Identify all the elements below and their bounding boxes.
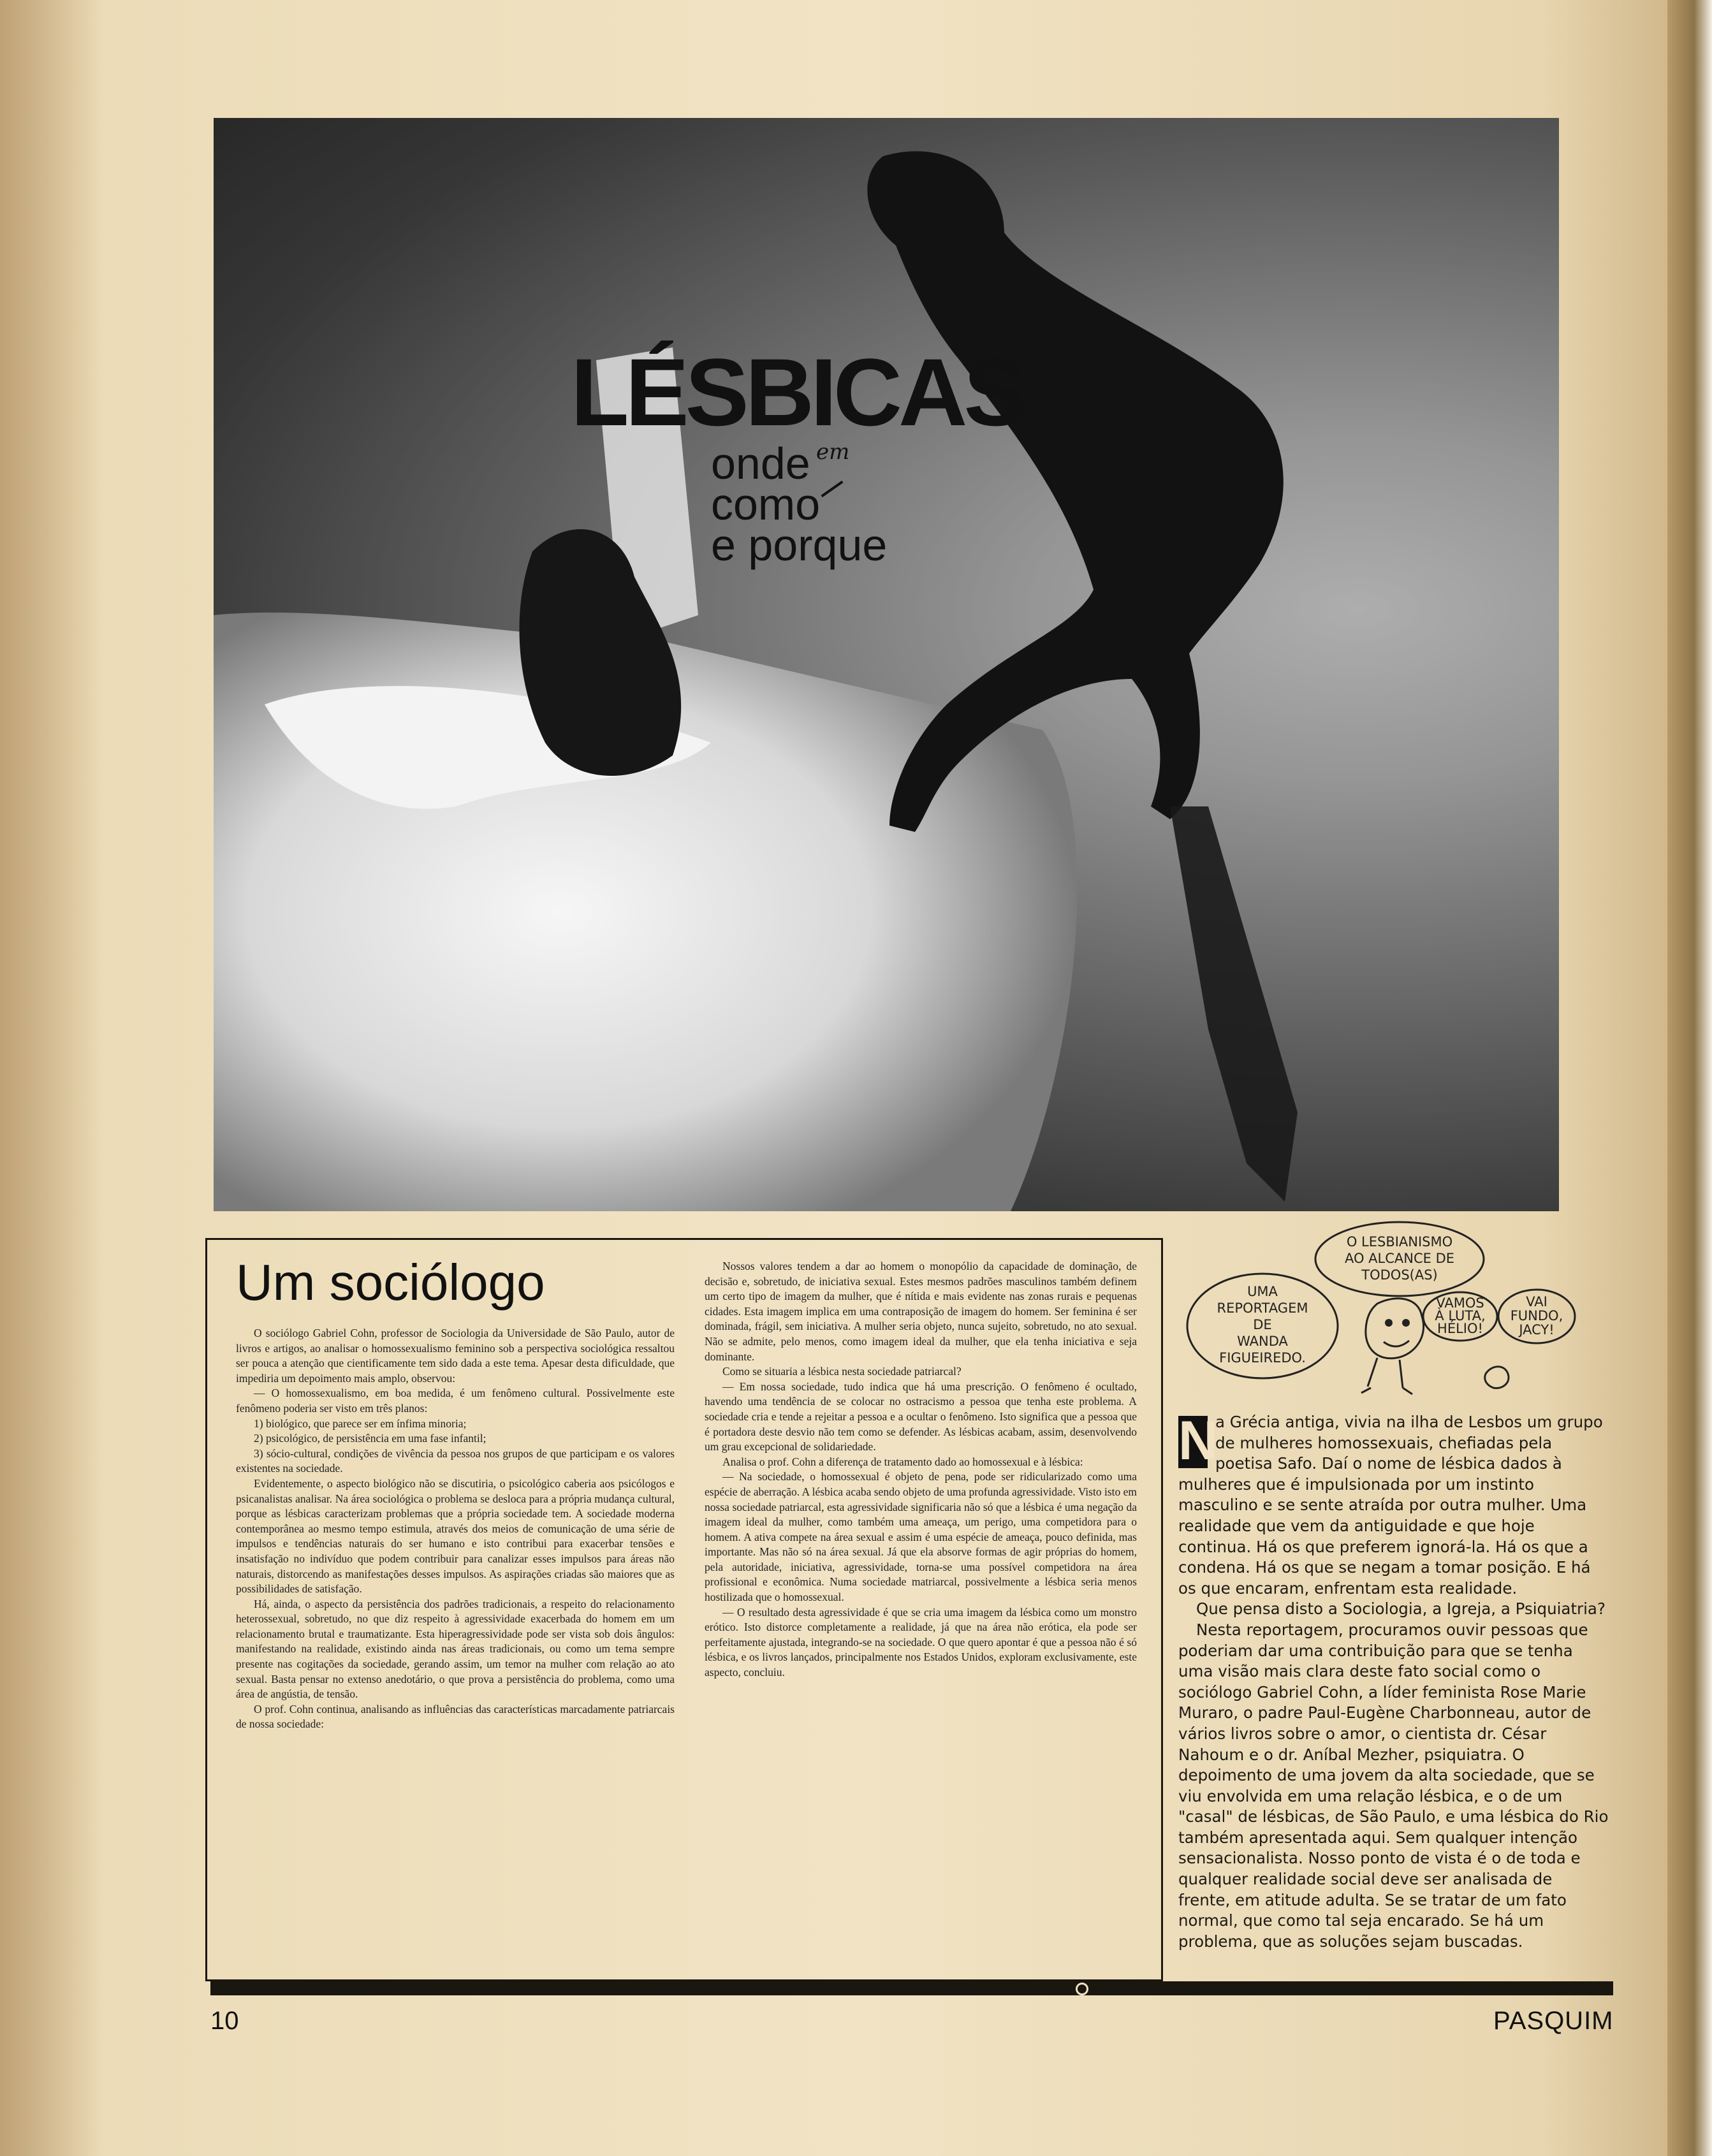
- footer-ornament: [1076, 1983, 1088, 1995]
- paragraph: O prof. Cohn continua, analisando as influências das características marcadamente patriarcais de nossa sociedade:: [236, 1702, 675, 1731]
- cartoon-text: FIGUEIREDO.: [1219, 1350, 1306, 1366]
- paragraph: Como se situaria a lésbica nesta sociedade patriarcal?: [722, 1365, 962, 1378]
- halftone-photo: [214, 118, 1559, 1211]
- paragraph: Que pensa disto a Sociologia, a Igreja, a Psiquiatria?: [1196, 1599, 1606, 1619]
- paragraph: Analisa o prof. Cohn a diferença de tratamento dado ao homossexual e à lésbica:: [722, 1455, 1083, 1468]
- paragraph: — O resultado desta agressividade é que se cria uma imagem da lésbica como um monstro erótico. Isto distorce completamente a realidade, já que na área não erótica, ela pode ser perfeitamente ajustada, integrando-se na sociedade. O que quero apontar é que a pessoa não é só lésbica, e os livros lançados, principalmente nos Estados Unidos, exploram exclusivamente, este aspecto, concluiu.: [705, 1605, 1137, 1679]
- paragraph: — Na sociedade, o homossexual é objeto de pena, pode ser ridicularizado como uma espécie de aberração. A lésbica acaba sendo objeto de uma profunda agressividade. Visto isto em nossa sociedade patriarcal, esta agressividade significaria não só que a lésbica é uma negação da imagem ideal da mulher, como também uma ameaça, um perigo, uma competidora para o homem. A ativa compete na área sexual e assim é uma espécie de ameaça, pouco definida, mas importante. Mas não só na área sexual. Já que ela absorve formas de agir próprias do homem, pela autoridade, iniciativa, agressividade, torna-se uma possível competidora na área profissional e econômica. Numa sociedade matriarcal, possivelmente a lésbica seria menos hostilizada que o homossexual.: [705, 1470, 1137, 1604]
- list-item: 1) biológico, que parece ser em ínfima minoria;: [254, 1417, 467, 1430]
- paragraph: a Grécia antiga, vivia na ilha de Lesbos um grupo de mulheres homossexuais, chefiadas pela poetisa Safo. Daí o nome de lésbica dados à mulheres que é impulsionada por um instinto masculino e se sente atraída por outra mulher. Uma realidade que vem da antiguidade e que hoje continua. Há os que preferem ignorá-la. Há os que a condena. Há os que se negam a tomar posição. E há os que encaram, enfrentam esta realidade.: [1178, 1413, 1603, 1598]
- page-number: 10: [210, 2007, 239, 2035]
- paragraph: O sociólogo Gabriel Cohn, professor de Sociologia da Universidade de São Paulo, autor de livros e artigos, ao analisar o homossexualismo feminino sob a perspectiva sociológica ressaltou ser pouca a atenção que cientificamente tem sido dada a este tema. Apesar desta dificuldade, que impediria um depoimento mais amplo, observou:: [236, 1327, 675, 1385]
- cartoon-text: FUNDO,: [1510, 1308, 1563, 1323]
- subtitle-line-onde: onde: [711, 439, 810, 488]
- handwritten-insert: em: [816, 439, 850, 465]
- page-fold-shadow: [0, 0, 102, 2156]
- cartoon-text: AO ALCANCE DE: [1344, 1251, 1455, 1266]
- paragraph: Nossos valores tendem a dar ao homem o monopólio da capacidade de dominação, de decisão e, sobretudo, de iniciativa sexual. Estes mesmos padrões masculinos também definem um certo tipo de imagem da mulher, que é nítida e mais evidente nas zonas rurais e pequenas cidades. Esta imagem implica em uma contraposição de imagem do homem. Ser feminina é ser dominada, frágil, sem iniciativa. A mulher seria objeto, nunca sujeito, sobretudo, no ato sexual. Não se admite, pelo menos, como imagem ideal da mulher, que ela tenha iniciativa e seja dominante.: [705, 1260, 1137, 1363]
- drop-cap-letter: N: [1178, 1410, 1218, 1471]
- cartoon-text: JACY!: [1519, 1322, 1555, 1337]
- masthead-footer: PASQUIM: [1493, 2007, 1614, 2035]
- headline-subtitle: [711, 439, 888, 570]
- paragraph: Nesta reportagem, procuramos ouvir pessoas que poderiam dar uma contribuição para que se tenha uma visão mais clara deste fato social como o sociólogo Gabriel Cohn, a líder feminista Rose Marie Muraro, o padre Paul-Eugène Charbonneau, autor de vários livros sobre o amor, o cientista dr. César Nahoum e o dr. Aníbal Mezher, psiquiatra. O depoimento de uma jovem da alta sociedade, que se viu envolvida em uma relação lésbica, e o de um "casal" de lésbicas, de São Paulo, e uma lésbica do Rio também apresentada aqui. Sem qualquer intenção sensacionalista. Nosso ponto de vista é o de toda e qualquer realidade social deve ser analisada de frente, em atitude adulta. Se se tratar de um fato normal, que como tal seja encarado. Se há um problema, que as soluções sejam buscadas.: [1178, 1620, 1609, 1951]
- paragraph: Há, ainda, o aspecto da persistência dos padrões tradicionais, a respeito do relacionamento heterossexual, sobretudo, no que diz respeito à agressividade exacerbada do homem em um relacionamento brutal e traumatizante. Esta hiperagressividade pode ser vista sob dois ângulos: manifestando na realidade, existindo ainda nas áreas tradicionais, ou como um tema sempre presente nas cogitações da sociedade, gerando assim, um temor na mulher com relação ao ato sexual. Basta pensar no extenso anedotário, o que prova a persistência do problema, como uma área de angústia, de tensão.: [236, 1597, 675, 1701]
- article-column-1: [236, 1326, 675, 1963]
- drop-cap: [1178, 1410, 1218, 1471]
- cartoon-text: VAMOS: [1436, 1295, 1484, 1311]
- cartoon-text: VAI: [1526, 1294, 1547, 1309]
- cartoon-text: HÉLIO!: [1437, 1321, 1483, 1336]
- cartoon-drawing: [1186, 1221, 1581, 1418]
- mouse-character: [1366, 1299, 1424, 1358]
- footer-rule: [210, 1981, 1613, 1995]
- cartoon-text: UMA: [1247, 1284, 1278, 1299]
- list-item: 3) sócio-cultural, condições de vivência da pessoa nos grupos de que participam e os valores existentes na sociedade.: [236, 1446, 675, 1475]
- cartoon-text: TODOS(AS): [1361, 1267, 1438, 1283]
- list-item: 2) psicológico, de persistência em uma fase infantil;: [254, 1432, 487, 1445]
- paragraph: — O homossexualismo, em boa medida, é um fenômeno cultural. Possivelmente este fenômeno poderia ser visto em três planos:: [236, 1387, 675, 1415]
- cartoon-text: À LUTA,: [1435, 1308, 1486, 1323]
- paragraph: — Em nossa sociedade, tudo indica que há uma prescrição. O fenômeno é ocultado, havendo uma tendência de se colocar no ostracismo a pessoa que tenha este problema. A sociedade cria e tende a rejeitar a pessoa e a ocultar o fenômeno. Isto significa que a pessoa que é portadora deste desvio não tem como se defender. As lésbicas acabam, assim, desenvolvendo um grau excepcional de solidariedade.: [705, 1380, 1137, 1453]
- cartoon-text: DE: [1253, 1317, 1272, 1332]
- headline-title: LÉSBICAS: [571, 339, 1024, 446]
- cartoon-text: WANDA: [1237, 1334, 1288, 1349]
- article-column-2: [705, 1259, 1137, 1960]
- cartoon-illustration: [1186, 1221, 1581, 1418]
- intro-column: [1178, 1412, 1609, 1952]
- section-title: Um sociólogo: [236, 1254, 545, 1311]
- photo-scene: [214, 118, 1559, 1211]
- cartoon-text: REPORTAGEM: [1217, 1300, 1308, 1316]
- cartoon-text: O LESBIANISMO: [1346, 1234, 1453, 1249]
- subtitle-line-como: como: [711, 479, 821, 529]
- paragraph: Evidentemente, o aspecto biológico não se discutiria, o psicológico caberia aos psicólogos e psicanalistas analisar. Na área sociológica o problema se desloca para a própria mudança cultural, porque as lésbicas caracterizam problemas que a própria sociedade tem. A sociedade moderna contemporânea ao mesmo tempo estimula, através dos meios de comunicação de uma série de impulsos e tendências naturais do ser humano e isto contribui para exacerbar tensões e insatisfação no indivíduo que podem contribuir para canalizar esses impulsos para áreas não naturais, distorcendo as manifestações desses impulsos. As aspirações criadas são maiores que as possibilidades de satisfação.: [236, 1476, 675, 1596]
- subtitle-line-porque: e porque: [711, 520, 888, 570]
- next-page-edge: [1667, 0, 1712, 2156]
